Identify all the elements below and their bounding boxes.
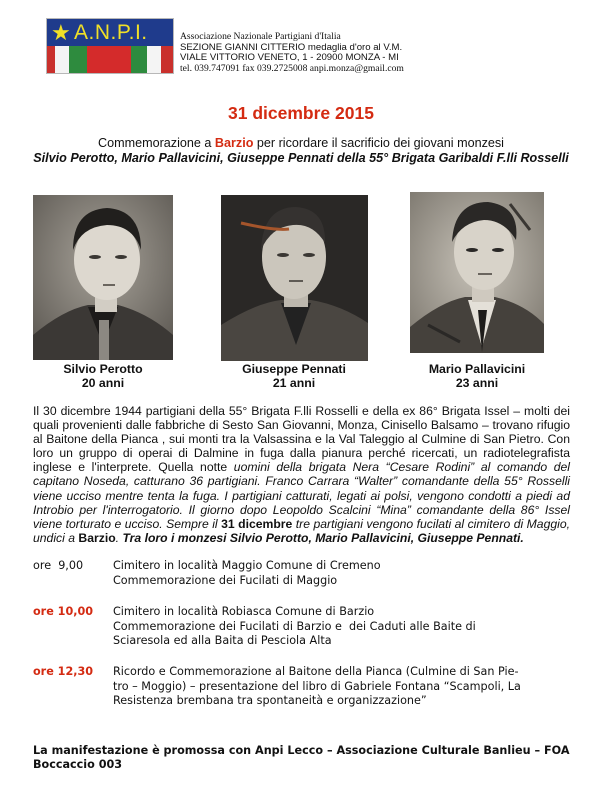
portrait-mario-pallavicini (410, 192, 544, 353)
portrait-silvio-perotto (33, 195, 173, 360)
subtitle-post: per ricordare il sacrificio dei giovani monzesi (253, 136, 504, 150)
schedule-line: Cimitero in località Maggio Comune di Cremeno (113, 559, 381, 572)
schedule-description (113, 665, 578, 709)
schedule-description (113, 559, 578, 588)
portrait-name: Giuseppe Pennati (242, 362, 346, 376)
footer-note (33, 744, 578, 773)
schedule-line: Sciaresola ed alla Baita di Pesciola Alta (113, 634, 332, 648)
subtitle-place: Barzio (214, 136, 254, 150)
schedule-time: ore 9,00 (33, 559, 84, 572)
section-name: SEZIONE GIANNI CITTERIO medaglia d'oro al V.M. (180, 41, 403, 53)
history-names: Tra loro i monzesi Silvio Perotto, Mario Pallavicini, Giuseppe Pennati. (122, 530, 524, 545)
caption-silvio-perotto (33, 362, 173, 390)
logo-flag-band (47, 46, 173, 73)
footer-line-1: La manifestazione è promossa con Anpi Lecco – Associazione Culturale Banlieu – FOA (33, 744, 570, 757)
portrait-giuseppe-pennati (221, 195, 368, 361)
portrait-name: Silvio Perotto (63, 362, 143, 376)
event-date: 31 dicembre 2015 (228, 103, 374, 123)
schedule-line: Commemorazione dei Fucilati di Maggio (113, 573, 338, 587)
logo-blue-band (47, 19, 173, 46)
history-place: Barzio (78, 530, 116, 545)
schedule-line: Resistenza brembana tra spontaneità e organizzazione” (113, 694, 427, 708)
schedule-time: ore 12,30 (33, 665, 94, 678)
history-text-2: uomini della brigata Nera “Cesare Rodini” al comando del capitano Noseda, catturano 36 partigiani. Franco Carrara “Walter” comandante della 55° Rosselli viene ucciso mentre tenta la fuga. I partigiani catturati, legati ai polsi, vengono condotti a piedi ad Introbio per l'interrogatorio. Il giorno dopo Leopoldo Scalcini “Mina” comandante della 86° Issel viene torturato e ucciso. Sempre il (33, 460, 571, 531)
contacts: tel. 039.747091 fax 039.2725008 anpi.monza@gmail.com (180, 62, 404, 74)
schedule-line: Commemorazione dei Fucilati di Barzio e dei Caduti alle Baite di (113, 619, 476, 633)
history-text-4: . (115, 530, 123, 545)
subtitle-pre: Commemorazione a (98, 136, 215, 150)
portrait-age: 21 anni (272, 376, 316, 390)
history-text-1: Il 30 dicembre 1944 partigiani della 55° Brigata F.lli Rosselli e della ex 86° Brigata Issel – molti dei quali provenienti dalle fabbriche di Sesto San Giovanni, Monza, Cinisello Balsamo – trovano rifugio al Baitone della Pianca , sui monti tra la Valsassina e la Val Taleggio al Culmine di San Pietro. Con loro un gruppo di operai di Dalmine in fuga dalla pianura perché ricercati, un radiotelegrafista inglese e l'interprete. Quella notte (33, 404, 570, 475)
anpi-logo (46, 18, 174, 74)
schedule-line: tro – Moggio) – presentazione del libro di Gabriele Fontana “Scampoli, La (113, 679, 521, 693)
caption-giuseppe-pennati (214, 362, 374, 390)
history-paragraph (33, 404, 570, 545)
schedule-time: ore 10,00 (33, 605, 94, 618)
association-info (180, 32, 404, 74)
subtitle-line (0, 136, 602, 151)
star-icon: ★ (51, 20, 71, 45)
logo-text: A.N.P.I. (74, 21, 148, 44)
footer-line-2: Boccaccio 003 (33, 758, 123, 772)
schedule-line: Ricordo e Commemorazione al Baitone della Pianca (Culmine di San Pie- (113, 665, 519, 678)
schedule-line: Cimitero in località Robiasca Comune di Barzio (113, 605, 375, 618)
subtitle-names: Silvio Perotto, Mario Pallavicini, Giuseppe Pennati della 55° Brigata Garibaldi F.lli Rosselli (33, 151, 569, 165)
portrait-age: 23 anni (455, 376, 499, 390)
event-subtitle (0, 136, 602, 166)
portrait-age: 20 anni (81, 376, 125, 390)
address: VIALE VITTORIO VENETO, 1 - 20900 MONZA - MI (180, 52, 399, 63)
caption-mario-pallavicini (397, 362, 557, 390)
association-name: Associazione Nazionale Partigiani d'Italia (180, 31, 341, 42)
history-date: 31 dicembre (221, 516, 293, 531)
schedule-description (113, 605, 578, 649)
portrait-name: Mario Pallavicini (428, 362, 526, 376)
history-text-3: tre partigiani vengono fucilati al cimitero di Maggio, undici a (33, 516, 571, 545)
